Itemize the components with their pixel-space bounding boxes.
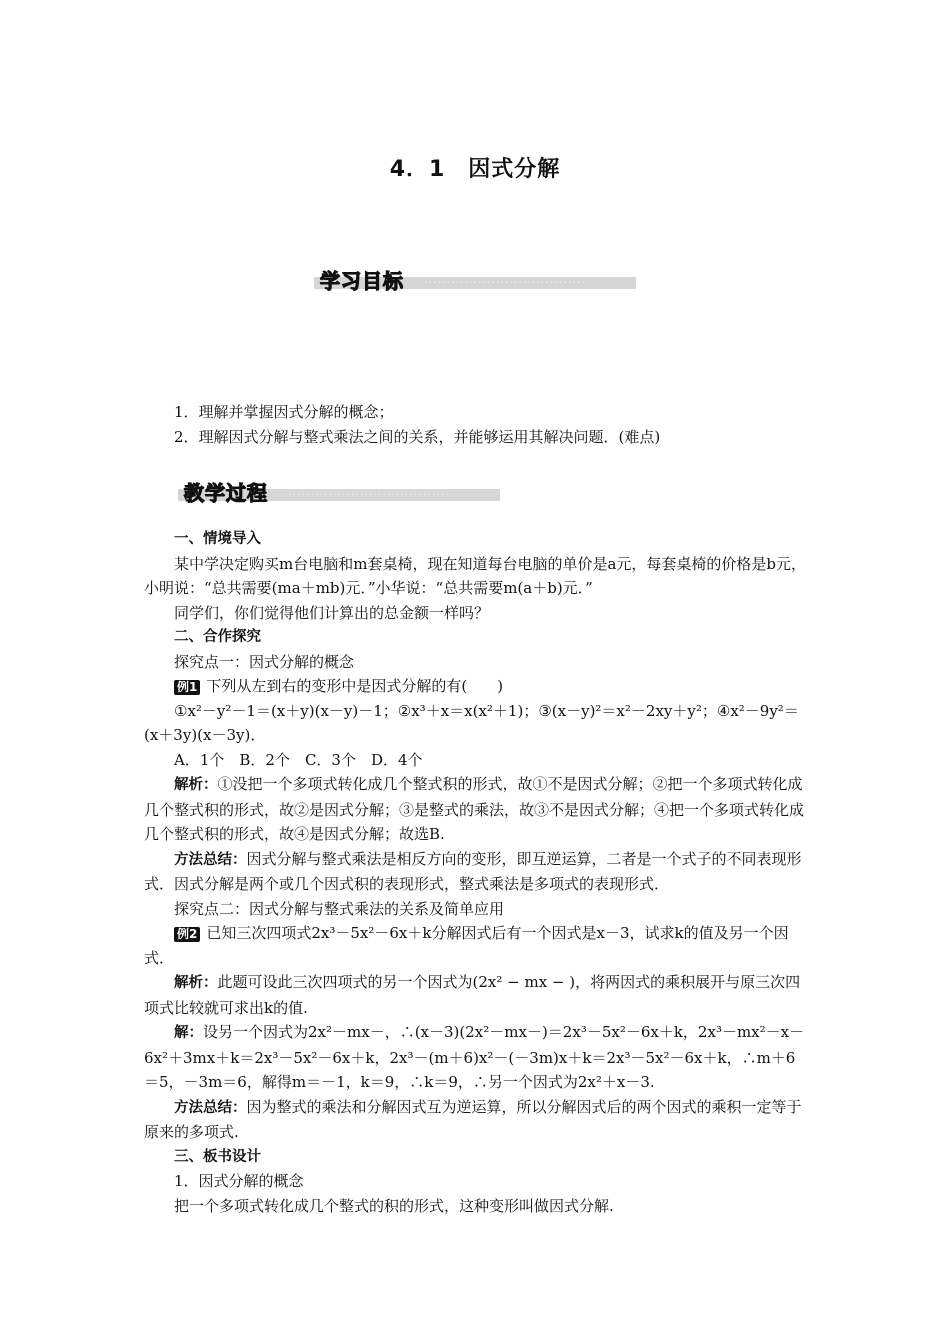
example-1-choices: A．1个 B．2个 C．3个 D．4个	[174, 750, 423, 769]
page-title: 4．1 因式分解	[389, 157, 561, 182]
example-2-analysis: 解析：此题可设此三次四项式的另一个因式为(2x² − mx − )，将两因式的乘积展开与原三次四项式比较就可求出k的值.	[144, 973, 801, 1017]
example-1	[144, 674, 808, 699]
process-banner: ···································· 教学过程	[178, 477, 500, 507]
example-2-stem: 已知三次四项式2x³－5x²－6x＋k分解因式后有一个因式是x－3，试求k的值及另一个因式．	[144, 924, 789, 967]
example-1-analysis: 解析：①没把一个多项式转化成几个整式积的形式，故①不是因式分解；②把一个多项式转化成几个整式积的形式，故②是因式分解；③是整式的乘法，故③不是因式分解；④把一个多项式转化成几个整式积的形式，故④是因式分解；故选B.	[144, 775, 805, 843]
section-heading: 二、合作探究	[174, 629, 261, 645]
example-tag: 例2	[174, 927, 200, 942]
board-item-1: 1．因式分解的概念	[174, 1172, 304, 1190]
objectives-banner-label: 学习目标	[320, 269, 404, 293]
example-2-solution: 解：设另一个因式为2x²－mx－，∴(x－3)(2x²－mx－)＝2x³－5x²－6x＋k，2x³－mx²－x－6x²＋3mx＋k＝2x³－5x²－6x＋k，2x³－(m＋6)x²－(－3m)x＋k＝2x³－5x²－6x＋k，∴m＋6＝5，－3m＝6，解得m＝－1，k＝9，∴k＝9，∴另一个因式为2x²＋x－3.	[144, 1023, 805, 1091]
example-2	[144, 921, 808, 970]
objectives-banner: ···································· 学习目标	[314, 265, 636, 295]
process-banner-label: 教学过程	[184, 481, 268, 505]
objectives-list	[144, 400, 808, 449]
explore-point-2: 探究点二：因式分解与整式乘法的关系及简单应用	[174, 899, 505, 918]
scenario-paragraph: 某中学决定购买m台电脑和m套桌椅，现在知道每台电脑的单价是a元，每套桌椅的价格是b元，小明说：“总共需要(ma＋mb)元．”小华说：“总共需要m(a＋b)元．”	[144, 554, 806, 597]
board-item-1-text: 把一个多项式转化成几个整式的积的形式，这种变形叫做因式分解.	[174, 1196, 614, 1215]
explore-point-1: 探究点一：因式分解的概念	[174, 652, 355, 671]
scenario-question: 同学们，你们觉得他们计算出的总金额一样吗？	[174, 603, 490, 622]
section-heading: 一、情境导入	[174, 531, 261, 547]
objective-item: 2．理解因式分解与整式乘法之间的关系，并能够运用其解决问题．(难点)	[174, 427, 661, 446]
section-heading: 三、板书设计	[174, 1148, 261, 1165]
teaching-process	[144, 527, 808, 1218]
example-tag: 例1	[174, 680, 200, 695]
example-1-stem: 下列从左到右的变形中是因式分解的有( )	[206, 677, 504, 695]
method-summary-1: 方法总结：因式分解与整式乘法是相反方向的变形，即互逆运算，二者是一个式子的不同表现形式．因式分解是两个或几个因式积的表现形式，整式乘法是多项式的表现形式．	[144, 849, 802, 893]
example-1-items: ①x²－y²－1＝(x＋y)(x－y)－1；②x³＋x＝x(x²＋1)；③(x－y)²＝x²－2xy＋y²；④x²－9y²＝(x＋3y)(x－3y)．	[144, 701, 799, 744]
method-summary-2: 方法总结：因为整式的乘法和分解因式互为逆运算，所以分解因式后的两个因式的乘积一定等于原来的多项式.	[144, 1097, 802, 1141]
objective-item: 1．理解并掌握因式分解的概念；	[174, 403, 394, 421]
